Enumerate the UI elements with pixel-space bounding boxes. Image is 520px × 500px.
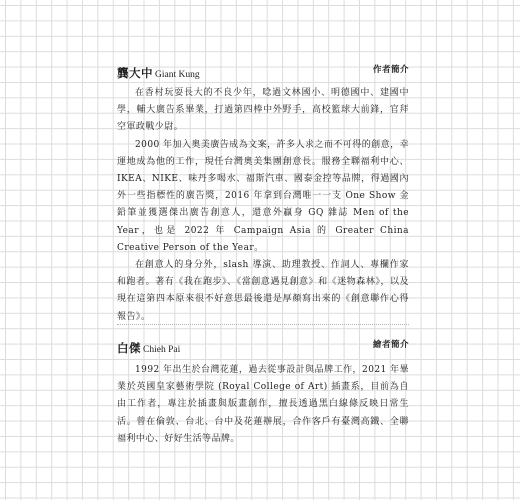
illustrator-paragraph: 1992 年出生於台灣花蓮，過去從事設計與品牌工作，2021 年畢業於英國皇家藝術學院 (Royal College of Art) 插畫系，目前為自由工作者，專注於插畫與版畫創作，擅長透過黑白線條反映日常生活。曾在倫敦、台北、台中及花蓮辦展，合作客戶有臺灣高鐵、全聯福利中心、好好生活等品牌。 [117, 365, 409, 444]
author-header [117, 62, 409, 78]
illustrator-role-label: 繪者簡介 [372, 340, 409, 350]
author-name-cn: 龔大中 [117, 66, 153, 80]
illustrator-section [117, 337, 409, 448]
illustrator-name-cn: 白傑 [117, 341, 141, 355]
author-paragraph: 在創意人的身分外，slash 導演、助理教授、作詞人、專欄作家和跑者。著有《我在跑步》、《當創意遇見創意》和《迷物森林》，以及現在這第四本原來很不好意思最後還是厚顏寫出來的《創意聯作心得報告》。 [117, 260, 409, 322]
author-section [117, 62, 409, 326]
illustrator-name-en: Chieh Pai [143, 345, 181, 355]
author-paragraph: 2000 年加入奧美廣告成為文案，許多人求之而不可得的創意，幸運地成為他的工作，現任台灣奧美集團創意長。服務全聯福利中心、IKEA、NIKE、味丹多喝水、福斯汽車、國泰金控等品牌，得過國內外一些指標性的廣告獎，2016 年拿到台灣唯一一支 One Show 金鉛筆並獲選傑出廣告創意人，還意外贏身 GQ 雜誌 Men of the Year，也是 2022 年 Campaign Asia 的 Greater China Creative Person of the Year。 [117, 139, 409, 253]
section-divider [117, 324, 409, 325]
illustrator-header [117, 337, 409, 353]
author-paragraph: 在香村玩耍長大的不良少年，唸過文林國小、明德國中、建國中學，輔大廣告系畢業，打過第四棒中外野手，高校籃球大前鋒，官拜空軍政戰少尉。 [117, 88, 409, 133]
author-role-label: 作者簡介 [372, 65, 409, 75]
author-name-en: Giant Kung [155, 70, 200, 80]
